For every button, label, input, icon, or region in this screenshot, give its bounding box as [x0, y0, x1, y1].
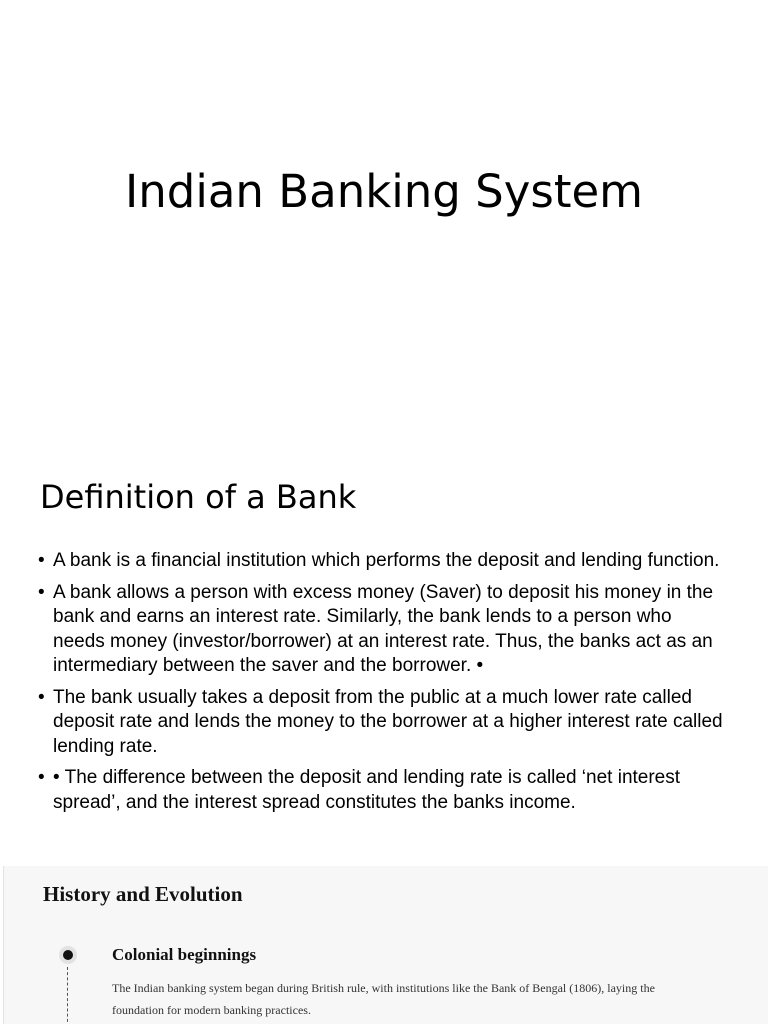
bullet-icon: • [38, 550, 45, 571]
definition-heading: Definition of a Bank [40, 478, 357, 516]
bullet-text: The bank usually takes a deposit from the public at a much lower rate called deposit rate and lends the money to the borrower at a higher interest rate called lending rate. [53, 686, 723, 757]
bullet-item [38, 766, 728, 815]
bullet-item [38, 581, 728, 679]
timeline-stage-text: The Indian banking system began during British rule, with institutions like the Bank of Bengal (1806), laying the foundation for modern banking practices. [112, 981, 655, 1017]
bullet-icon: • [38, 767, 45, 788]
timeline-connector [67, 967, 68, 1024]
history-panel [3, 866, 768, 1024]
bullet-text: A bank is a financial institution which performs the deposit and lending function. [53, 550, 720, 571]
slide-title: Indian Banking System [125, 165, 643, 218]
timeline-stage-title: Colonial beginnings [112, 945, 257, 964]
bullet-item [38, 686, 728, 760]
timeline-marker-core [63, 950, 73, 960]
bullet-icon: • [38, 581, 45, 603]
definition-bullet-list [38, 549, 728, 822]
timeline-marker-icon [59, 946, 77, 964]
bullet-text: A bank allows a person with excess money (Saver) to deposit his money in the bank and earns an interest rate. Similarly, the bank lends to a person who needs money (investor/borrower) at an interest rate. Thus, the banks act as an intermediary between the saver and the borrower. • [53, 581, 714, 676]
bullet-icon: • [38, 686, 45, 708]
history-heading: History and Evolution [43, 882, 243, 906]
bullet-text: • The difference between the deposit and lending rate is called ‘net interest spread’, and the interest spread constitutes the banks income. [53, 767, 681, 813]
bullet-item [38, 549, 728, 574]
